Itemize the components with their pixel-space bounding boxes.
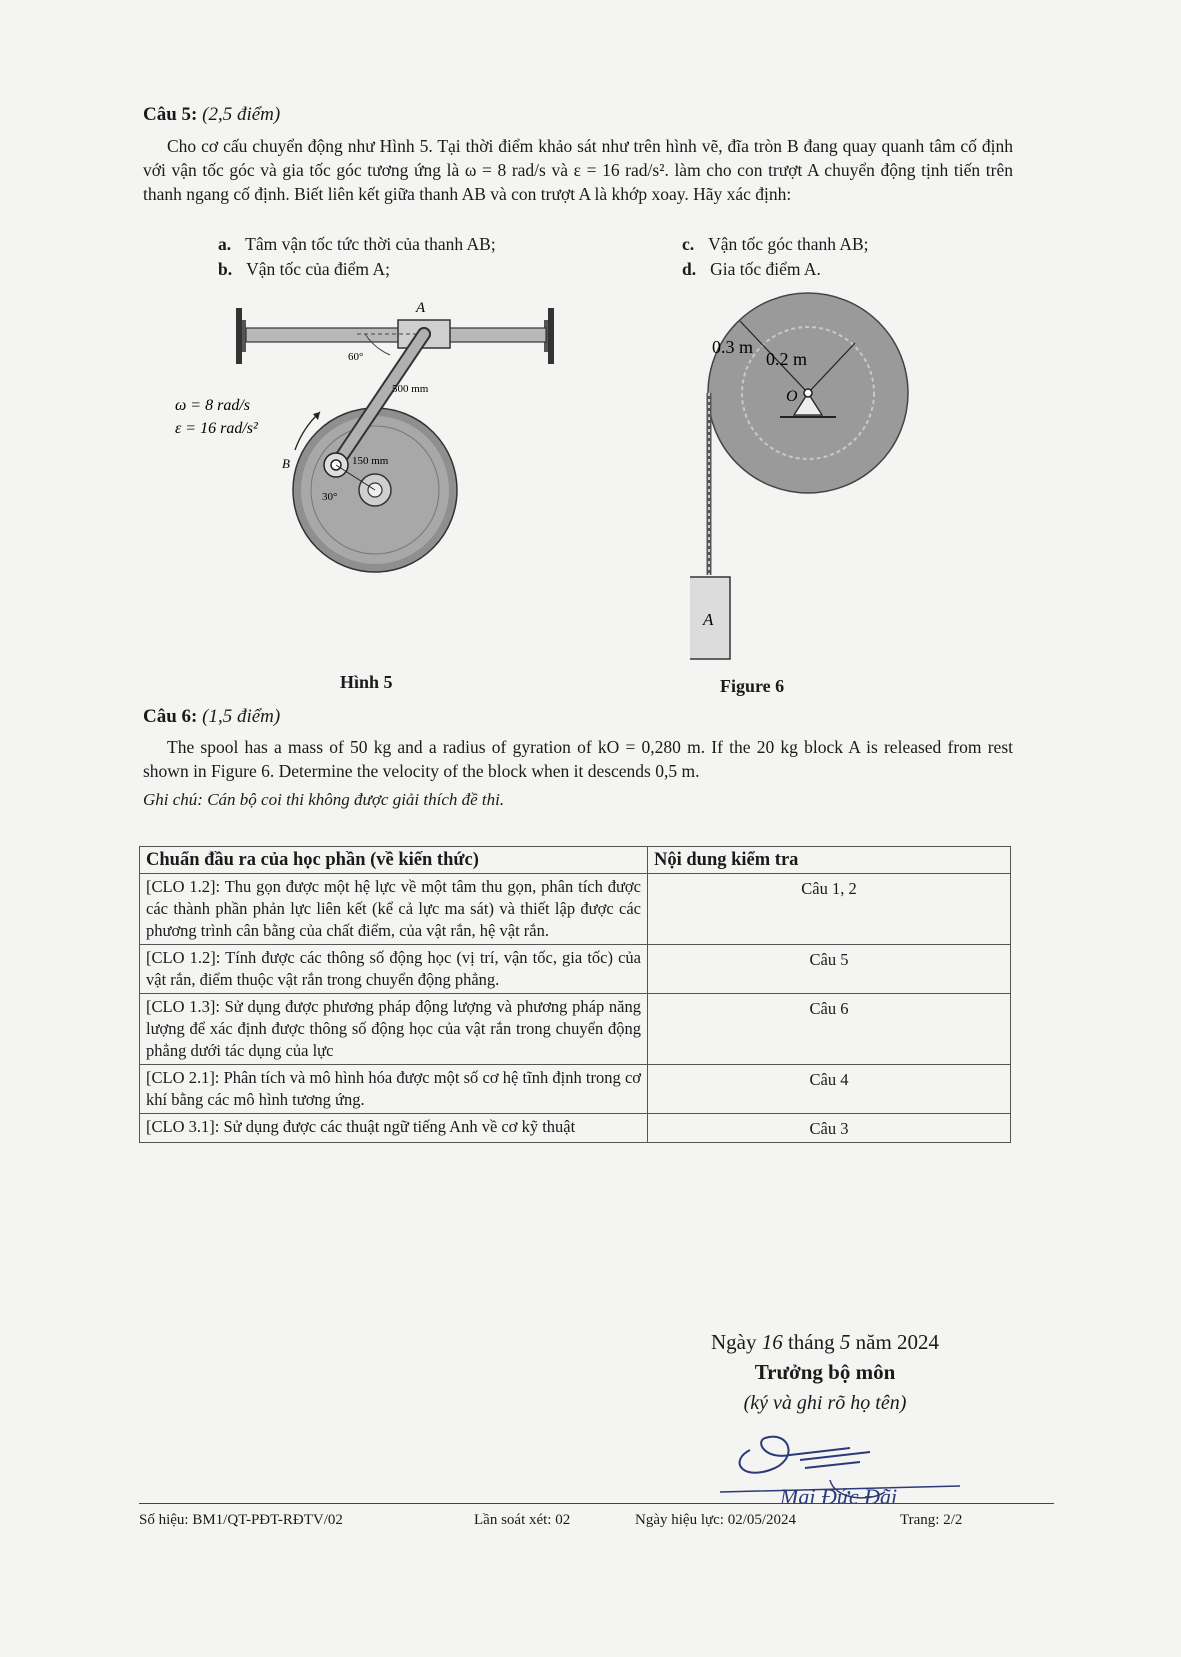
footer-effective-date: Ngày hiệu lực: 02/05/2024 <box>635 1512 797 1528</box>
table-row <box>140 1065 1011 1114</box>
item-letter: c. <box>682 234 695 254</box>
table-header-clo: Chuẩn đầu ra của học phần (về kiến thức) <box>140 847 648 874</box>
item-text: Vận tốc của điểm A; <box>246 259 390 279</box>
table-row <box>140 945 1011 994</box>
date-month: 5 <box>839 1330 851 1354</box>
table-cell-clo: [CLO 1.2]: Thu gọn được một hệ lực về một tâm thu gọn, phân tích được các thành phần phản lực liên kết (kể cả lực ma sát) và thiết lập được các phương trình cân bằng của chất điểm, của vật rắn, hệ vật rắn. <box>140 874 648 945</box>
handwritten-signature <box>710 1410 1010 1510</box>
table-cell-content: Câu 6 <box>648 994 1011 1065</box>
figure-5-caption: Hình 5 <box>340 672 393 692</box>
q6-points: (1,5 điểm) <box>202 706 281 727</box>
table-cell-content: Câu 1, 2 <box>648 874 1011 945</box>
clo-table <box>139 846 1011 1143</box>
fig5-angle-30: 30° <box>322 491 338 503</box>
q5-label: Câu 5: <box>143 104 198 125</box>
fig5-omega-label: ω = 8 rad/s <box>175 397 250 414</box>
footer-page: Trang: 2/2 <box>900 1512 963 1528</box>
table-header-content: Nội dung kiểm tra <box>648 847 1011 874</box>
signature-title: Trưởng bộ môn <box>754 1360 896 1384</box>
fig5-angle-60: 60° <box>348 351 364 363</box>
q5-paragraph: Cho cơ cấu chuyển động như Hình 5. Tại thời điểm khảo sát như trên hình vẽ, đĩa tròn B đang quay quanh tâm cố định với vận tốc góc và gia tốc góc tương ứng là ω = 8 rad/s và ε = 16 rad/s². làm cho con trượt A chuyển động tịnh tiến trên thanh ngang cố định. Biết liên kết giữa thanh AB và con trượt A là khớp xoay. Hãy xác định: <box>143 136 1013 204</box>
q5-item-b <box>218 259 390 280</box>
item-text: Vận tốc góc thanh AB; <box>708 234 869 254</box>
fig5-length-ab: 500 mm <box>392 383 429 395</box>
table-cell-clo: [CLO 1.3]: Sử dụng được phương pháp động lượng và phương pháp năng lượng để xác định được thông số động học của vật rắn trong chuyển động phẳng dưới tác dụng của lực <box>140 994 648 1065</box>
item-text: Gia tốc điểm A. <box>710 259 821 279</box>
fig6-label-o: O <box>786 388 798 405</box>
figure-5-mechanism <box>170 300 570 600</box>
fig6-label-a: A <box>703 610 714 629</box>
q6-paragraph: The spool has a mass of 50 kg and a radius of gyration of kO = 0,280 m. If the 20 kg block A is released from rest shown in Figure 6. Determine the velocity of the block when it descends 0,5 m. <box>143 737 1013 781</box>
date-month-word: tháng <box>787 1330 835 1354</box>
table-row <box>140 994 1011 1065</box>
signature-date <box>675 1330 975 1355</box>
q5-item-c <box>682 234 869 255</box>
q6-label: Câu 6: <box>143 706 198 727</box>
table-header-row <box>140 847 1011 874</box>
q5-points: (2,5 điểm) <box>202 104 281 125</box>
footer-revision: Lần soát xét: 02 <box>474 1512 571 1528</box>
fig5-radius: 150 mm <box>352 455 389 467</box>
q5-item-a <box>218 234 496 255</box>
table-row <box>140 874 1011 945</box>
fig6-outer-radius: 0.3 m <box>712 337 754 357</box>
footer-doc-number: Số hiệu: BM1/QT-PĐT-RĐTV/02 <box>139 1512 343 1528</box>
item-letter: d. <box>682 259 697 279</box>
table-row <box>140 1114 1011 1143</box>
table-cell-clo: [CLO 3.1]: Sử dụng được các thuật ngữ tiếng Anh về cơ kỹ thuật <box>140 1114 648 1143</box>
date-year: năm 2024 <box>855 1330 940 1354</box>
fig5-label-a: A <box>416 300 426 316</box>
table-cell-clo: [CLO 2.1]: Phân tích và mô hình hóa được một số cơ hệ tĩnh định trong cơ khí bằng các mô hình tương ứng. <box>140 1065 648 1114</box>
fig5-label-b: B <box>282 456 290 471</box>
figure-6-caption: Figure 6 <box>720 676 785 696</box>
date-prefix: Ngày <box>710 1330 757 1354</box>
table-cell-clo: [CLO 1.2]: Tính được các thông số động học (vị trí, vận tốc, gia tốc) của vật rắn, điểm thuộc vật rắn trong chuyển động phẳng. <box>140 945 648 994</box>
date-day: 16 <box>761 1330 783 1354</box>
signature-instruction: (ký và ghi rõ họ tên) <box>743 1392 907 1414</box>
fig6-inner-radius: 0.2 m <box>766 349 808 369</box>
item-letter: b. <box>218 259 233 279</box>
signature-name: Mai Đức Đãi <box>780 1484 898 1509</box>
q6-note: Ghi chú: Cán bộ coi thi không được giải thích đề thi. <box>143 790 505 809</box>
table-cell-content: Câu 3 <box>648 1114 1011 1143</box>
q5-item-d <box>682 259 821 280</box>
figure-6-spool <box>690 285 930 670</box>
footer-rule <box>139 1503 1054 1504</box>
table-cell-content: Câu 5 <box>648 945 1011 994</box>
q6-heading <box>143 706 280 728</box>
item-text: Tâm vận tốc tức thời của thanh AB; <box>245 234 496 254</box>
fig5-epsilon-label: ε = 16 rad/s² <box>175 420 258 437</box>
q5-heading <box>143 104 280 126</box>
item-letter: a. <box>218 234 232 254</box>
table-cell-content: Câu 4 <box>648 1065 1011 1114</box>
